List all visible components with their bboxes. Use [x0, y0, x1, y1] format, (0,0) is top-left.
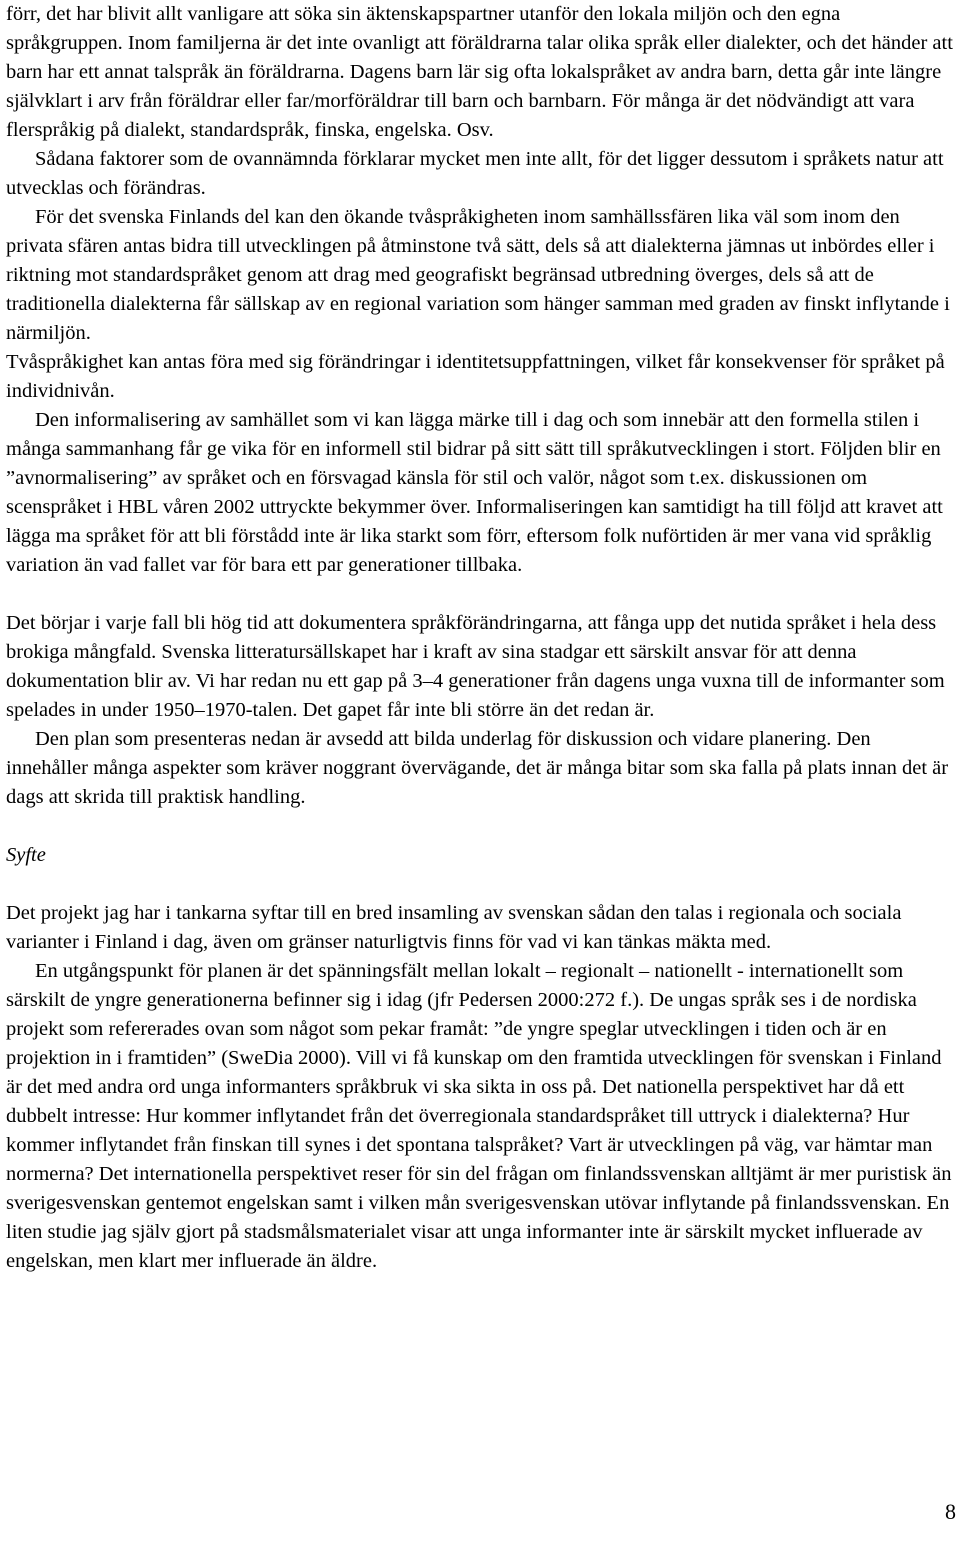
spacer [6, 812, 956, 841]
spacer [6, 580, 956, 609]
paragraph: Den informalisering av samhället som vi kan lägga märke till i dag och som innebär att den formella stilen i många sammanhang får ge vika för en informell stil bidrar på sitt sätt till språkutvecklingen i stort. Följden blir en ”avnormalisering” av språket och en försvagad känsla för stil och valör, något som t.ex. diskussionen om scenspråket i HBL våren 2002 uttryckte bekymmer över. Informaliseringen kan samtidigt ha till följd att kravet att lägga ma språket för att bli förstådd inte är lika starkt som förr, eftersom folk nuförtiden är mer vana vid språklig variation än vad fallet var för bara ett par generationer tillbaka. [6, 409, 943, 576]
paragraph: Det börjar i varje fall bli hög tid att dokumentera språkförändringarna, att fånga upp det nutida språket i hela dess brokiga mångfald. Svenska litteratursällskapet har i kraft av sina stadgar ett särskilt ansvar för att denna dokumentation blir av. Vi har redan nu ett gap på 3–4 generationer från dagens unga vuxna till de informanter som spelades in under 1950–1970-talen. Det gapet får inte bli större än det redan är. [6, 612, 945, 721]
intro-section [6, 0, 956, 580]
document-page [6, 0, 956, 1276]
paragraph: förr, det har blivit allt vanligare att söka sin äktenskapspartner utanför den lokala miljön och den egna språkgruppen. Inom familjerna är det inte ovanligt att föräldrarna talar olika språk eller dialekter, och det händer att barn har ett annat talspråk än föräldrarna. Dagens barn lär sig ofta lokalspråket av andra barn, detta går inte längre självklart i arv från föräldrar eller far/morföräldrar till barn och barnbarn. För många är det nödvändigt att vara flerspråkig på dialekt, standardspråk, finska, engelska. Osv. [6, 3, 953, 141]
paragraph: En utgångspunkt för planen är det spänningsfält mellan lokalt – regionalt – nationellt - internationellt som särskilt de yngre generationerna befinner sig i idag (jfr Pedersen 2000:272 f.). De ungas språk ses i de nordiska projekt som refererades ovan som något som pekar framåt: ”de yngre speglar utvecklingen i tiden och är en projektion in i framtiden” (SweDia 2000). Vill vi få kunskap om den framtida utvecklingen för svenskan i Finland är det med andra ord unga informanters språkbruk vi ska sikta in oss på. Det nationella perspektivet har då ett dubbelt intresse: Hur kommer inflytandet från det överregionala standardspråket till uttryck i dialekterna? Hur kommer inflytandet från finskan till synes i det spontana talspråket? Vart är utvecklingen på väg, var hämtar man normerna? Det internationella perspektivet reser för sin del frågan om finlandssvenskan alltjämt är mer puristisk än sverigesvenskan gentemot engelskan samt i vilken mån sverigesvenskan utövar inflytande på finlandssvenskan. En liten studie jag själv gjort på stadsmålsmaterialet visar att unga informanter inte är särskilt mycket influerade av engelskan, men klart mer influerade än äldre. [6, 960, 952, 1272]
page-number: 8 [945, 1499, 956, 1524]
section-heading: Syfte [6, 844, 46, 866]
paragraph: Det projekt jag har i tankarna syftar till en bred insamling av svenskan sådan den talas i regionala och sociala varianter i Finland i dag, även om gränser naturligtvis finns för vad vi kan tänkas mäkta med. [6, 902, 902, 953]
plan-section [6, 609, 956, 812]
spacer [6, 870, 956, 899]
paragraph: Tvåspråkighet kan antas föra med sig förändringar i identitetsuppfattningen, vilket får konsekvenser för språket på individnivån. [6, 351, 945, 402]
paragraph: För det svenska Finlands del kan den ökande tvåspråkigheten inom samhällssfären lika väl som inom den privata sfären antas bidra till utvecklingen på åtminstone två sätt, dels så att dialekterna jämnas ut inbördes eller i riktning mot standardspråket genom att drag med geografiskt begränsad utbredning överges, dels så att de traditionella dialekterna får sällskap av en regional variation som hänger samman med graden av finskt inflytande i närmiljön. [6, 206, 950, 344]
paragraph: Den plan som presenteras nedan är avsedd att bilda underlag för diskussion och vidare planering. Den innehåller många aspekter som kräver noggrant övervägande, det är många bitar som ska falla på plats innan det är dags att skrida till praktisk handling. [6, 728, 949, 808]
paragraph: Sådana faktorer som de ovannämnda förklarar mycket men inte allt, för det ligger dessutom i språkets natur att utvecklas och förändras. [6, 148, 944, 199]
syfte-section [6, 841, 956, 1276]
